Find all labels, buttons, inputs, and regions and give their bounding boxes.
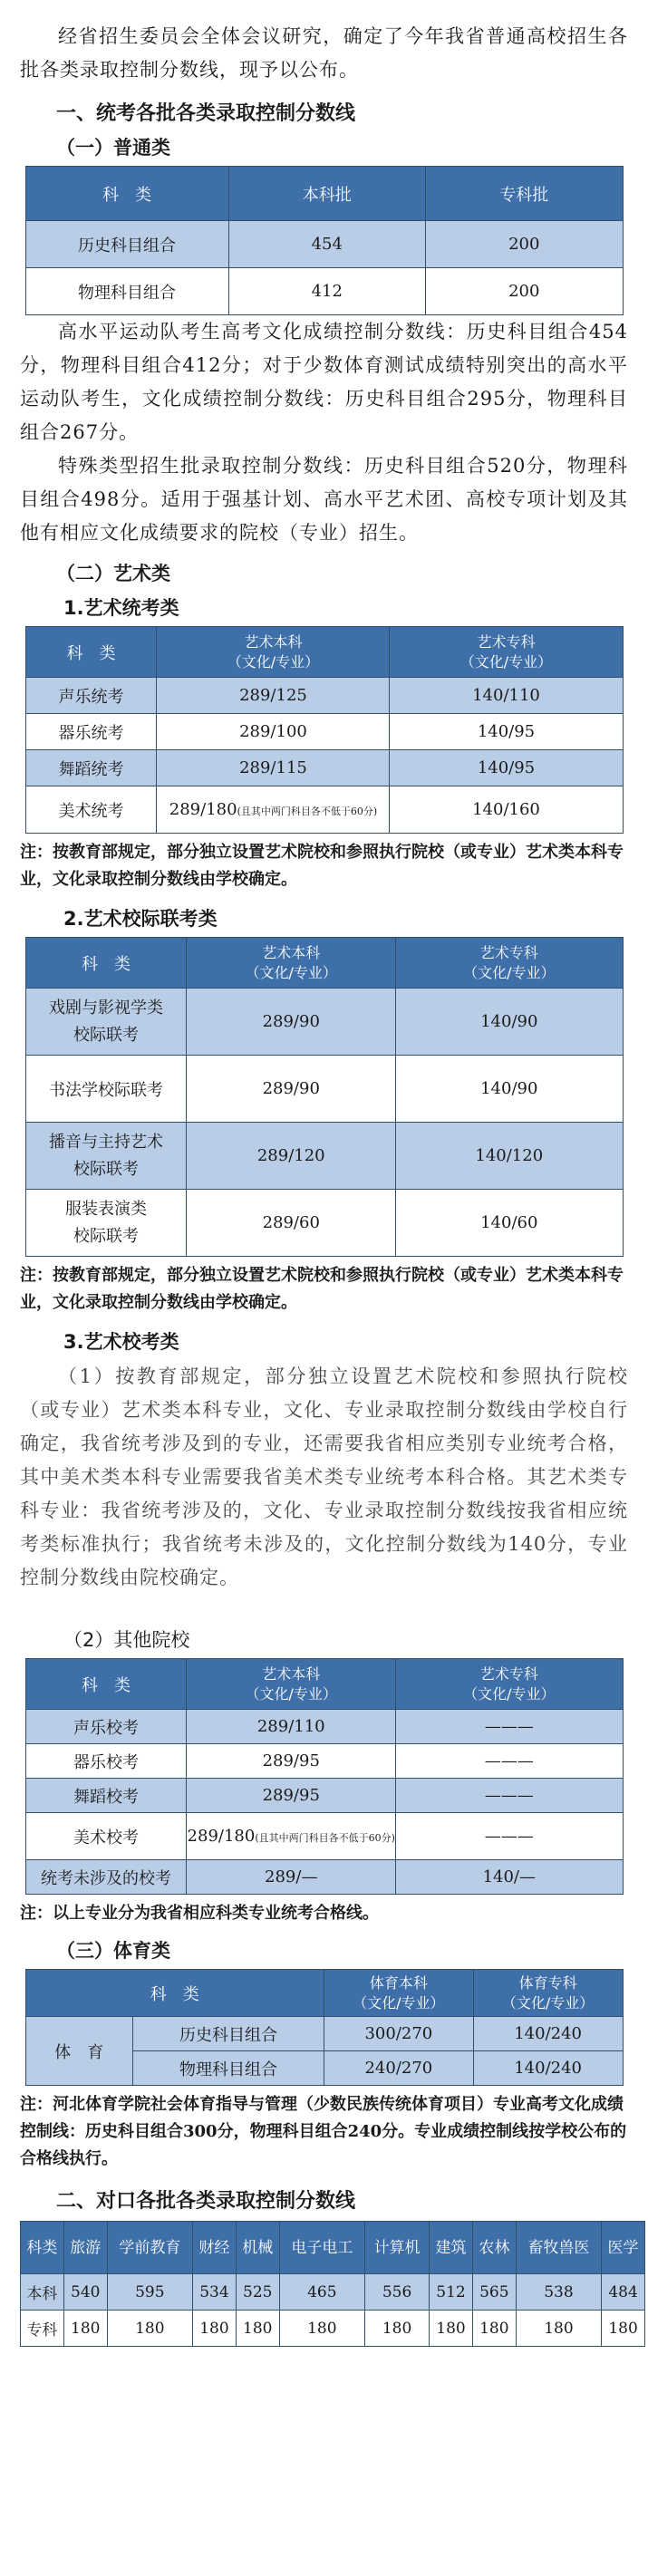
table-row	[25, 786, 623, 834]
table6-header: 旅游	[63, 2222, 107, 2274]
cell: 180	[472, 2311, 516, 2347]
cell: 289/125	[157, 678, 390, 714]
table6-header: 医学	[602, 2222, 645, 2274]
cell: 历史科目组合	[25, 221, 228, 268]
table2-header-bachelor: 艺术本科 （文化/专业）	[157, 627, 390, 678]
table6-header: 学前教育	[107, 2222, 192, 2274]
special-type-paragraph: 特殊类型招生批录取控制分数线：历史科目组合520分，物理科目组合498分。适用于强基计划、高水平艺术团、高校专项计划及其他有相应文化成绩要求的院校（专业）招生。	[20, 455, 628, 544]
cell: 200	[426, 268, 623, 315]
table5-header-bachelor: 体育本科 （文化/专业）	[324, 1970, 473, 2017]
table6-header: 建筑	[430, 2222, 473, 2274]
cell: 播音与主持艺术 校际联考	[25, 1123, 187, 1190]
cell: 物理科目组合	[25, 268, 228, 315]
cell: 180	[193, 2311, 237, 2347]
cell: 舞蹈统考	[25, 750, 157, 786]
sub1-title: （一）普通类	[56, 137, 170, 159]
table-art-unified	[25, 626, 624, 834]
art3-paragraph: （1）按教育部规定，部分独立设置艺术院校和参照执行院校（或专业）艺术类本科专业，文化、专业录取控制分数线由学校自行确定，我省统考涉及到的专业，还需要我省相应类别专业统考合格，其中美术类本科专业需要我省美术类专业统考本科合格。其艺术类专科专业：我省统考涉及的，文化、专业录取控制分数线按我省相应统考类标准执行；我省统考未涉及的，文化控制分数线为140分，专业控制分数线由院校确定。	[20, 1365, 628, 1588]
table6-header: 科类	[21, 2222, 64, 2274]
cell: 物理科目组合	[133, 2051, 324, 2086]
cell: 美术校考	[25, 1813, 187, 1860]
cell: 140/240	[473, 2017, 623, 2051]
cell: 器乐统考	[25, 714, 157, 750]
table-row	[25, 678, 623, 714]
table3-header-type: 科 类	[25, 938, 187, 989]
cell: ———	[396, 1779, 623, 1813]
table-general	[25, 166, 624, 315]
table-row	[25, 1860, 623, 1895]
table4-header-bachelor: 艺术本科 （文化/专业）	[187, 1659, 396, 1710]
cell: 540	[63, 2274, 107, 2311]
cell: 289/120	[187, 1123, 396, 1190]
sub3-title: （三）体育类	[56, 1940, 170, 1962]
cell: 声乐统考	[25, 678, 157, 714]
cell: 180	[63, 2311, 107, 2347]
cell: ———	[396, 1813, 623, 1860]
table-sports	[25, 1969, 624, 2086]
cell: 289/180(且其中两门科目各不低于60分)	[187, 1813, 396, 1860]
table6-header: 畜牧兽医	[516, 2222, 601, 2274]
table-row	[25, 750, 623, 786]
intro-paragraph: 经省招生委员会全体会议研究，确定了今年我省普通高校招生各批各类录取控制分数线，现予以公布。	[20, 25, 628, 81]
cell: 534	[193, 2274, 237, 2311]
cell: 140/160	[390, 786, 623, 834]
cell: 统考未涉及的校考	[25, 1860, 187, 1895]
table-art-school	[25, 1658, 624, 1895]
table3-header-junior: 艺术专科 （文化/专业）	[396, 938, 623, 989]
art1-title: 1.艺术统考类	[63, 597, 179, 619]
table6-header: 财经	[193, 2222, 237, 2274]
cell: 舞蹈校考	[25, 1779, 187, 1813]
cell: 声乐校考	[25, 1710, 187, 1744]
cell: 289/110	[187, 1710, 396, 1744]
table-row	[25, 1744, 623, 1779]
sports-team-paragraph: 高水平运动队考生高考文化成绩控制分数线：历史科目组合454分，物理科目组合412分；对于少数体育测试成绩特别突出的高水平运动队考生，文化成绩控制分数线：历史科目组合295分，物理科目组合267分。	[20, 321, 628, 443]
table5-header-type: 科 类	[25, 1970, 324, 2017]
cell: 412	[228, 268, 425, 315]
cell: 180	[365, 2311, 430, 2347]
table-row	[25, 221, 623, 268]
table2-header-junior: 艺术专科 （文化/专业）	[390, 627, 623, 678]
table6-header: 农林	[472, 2222, 516, 2274]
cell: 180	[279, 2311, 364, 2347]
table2-header-type: 科 类	[25, 627, 157, 678]
art2-title: 2.艺术校际联考类	[63, 908, 218, 930]
cell: 289/60	[187, 1190, 396, 1257]
table5-header-junior: 体育专科 （文化/专业）	[473, 1970, 623, 2017]
cell: 180	[516, 2311, 601, 2347]
table-row	[25, 714, 623, 750]
cell: 体 育	[25, 2017, 133, 2086]
cell: 戏剧与影视学类 校际联考	[25, 989, 187, 1056]
table1-header-junior: 专科批	[426, 167, 623, 221]
table-row	[25, 1123, 623, 1190]
table-vocational	[20, 2221, 645, 2347]
cell: 289/90	[187, 989, 396, 1056]
cell: 140/110	[390, 678, 623, 714]
note1: 注：按教育部规定，部分独立设置艺术院校和参照执行院校（或专业）艺术类本科专业，文化录取控制分数线由学校确定。	[20, 843, 624, 889]
cell: 289/—	[187, 1860, 396, 1895]
cell: 140/90	[396, 1056, 623, 1123]
cell: 历史科目组合	[133, 2017, 324, 2051]
cell: 140/240	[473, 2051, 623, 2086]
cell: ———	[396, 1710, 623, 1744]
table6-header: 电子电工	[279, 2222, 364, 2274]
cell: 180	[602, 2311, 645, 2347]
table-row	[21, 2311, 645, 2347]
cell: 美术统考	[25, 786, 157, 834]
note2: 注：按教育部规定，部分独立设置艺术院校和参照执行院校（或专业）艺术类本科专业，文化录取控制分数线由学校确定。	[20, 1266, 624, 1312]
table3-header-bachelor: 艺术本科 （文化/专业）	[187, 938, 396, 989]
section1-title: 一、统考各批各类录取控制分数线	[56, 102, 356, 125]
cell: 300/270	[324, 2017, 473, 2051]
cell: 454	[228, 221, 425, 268]
cell: 180	[236, 2311, 279, 2347]
table6-header: 机械	[236, 2222, 279, 2274]
cell: 140/95	[390, 714, 623, 750]
cell: 服装表演类 校际联考	[25, 1190, 187, 1257]
cell: 289/100	[157, 714, 390, 750]
table1-header-bachelor: 本科批	[228, 167, 425, 221]
cell: 专科	[21, 2311, 64, 2347]
cell: 289/95	[187, 1744, 396, 1779]
cell: ———	[396, 1744, 623, 1779]
cell: 180	[107, 2311, 192, 2347]
table-row	[25, 989, 623, 1056]
cell: 289/115	[157, 750, 390, 786]
table-row	[25, 2017, 623, 2051]
cell: 565	[472, 2274, 516, 2311]
cell: 140/60	[396, 1190, 623, 1257]
cell: 200	[426, 221, 623, 268]
cell: 512	[430, 2274, 473, 2311]
cell: 140/95	[390, 750, 623, 786]
cell: 484	[602, 2274, 645, 2311]
cell: 180	[430, 2311, 473, 2347]
table4-header-type: 科 类	[25, 1659, 187, 1710]
art3-sub2: （2）其他院校	[63, 1629, 190, 1651]
cell: 289/95	[187, 1779, 396, 1813]
cell: 书法学校际联考	[25, 1056, 187, 1123]
table-row	[21, 2274, 645, 2311]
table-row	[25, 1813, 623, 1860]
cell: 525	[236, 2274, 279, 2311]
table-row	[25, 1779, 623, 1813]
cell: 465	[279, 2274, 364, 2311]
table-row	[25, 268, 623, 315]
table-row	[25, 1056, 623, 1123]
cell: 本科	[21, 2274, 64, 2311]
art3-title: 3.艺术校考类	[63, 1331, 179, 1353]
cell: 140/90	[396, 989, 623, 1056]
table6-header: 计算机	[365, 2222, 430, 2274]
table4-header-junior: 艺术专科 （文化/专业）	[396, 1659, 623, 1710]
cell: 538	[516, 2274, 601, 2311]
cell: 器乐校考	[25, 1744, 187, 1779]
cell: 289/180(且其中两门科目各不低于60分)	[157, 786, 390, 834]
cell: 140/120	[396, 1123, 623, 1190]
cell: 140/—	[396, 1860, 623, 1895]
cell: 240/270	[324, 2051, 473, 2086]
cell: 595	[107, 2274, 192, 2311]
sub2-title: （二）艺术类	[56, 563, 170, 584]
table1-header-type: 科 类	[25, 167, 228, 221]
cell: 289/90	[187, 1056, 396, 1123]
table-row	[25, 1710, 623, 1744]
table-row	[25, 1190, 623, 1257]
section2-title: 二、对口各批各类录取控制分数线	[56, 2190, 356, 2213]
note3: 注：以上专业分为我省相应科类专业统考合格线。	[20, 1904, 379, 1923]
table-art-joint	[25, 937, 624, 1257]
cell: 556	[365, 2274, 430, 2311]
note4: 注：河北体育学院社会体育指导与管理（少数民族传统体育项目）专业高考文化成绩控制线：历史科目组合300分，物理科目组合240分。专业成绩控制线按学校公布的合格线执行。	[20, 2095, 627, 2168]
